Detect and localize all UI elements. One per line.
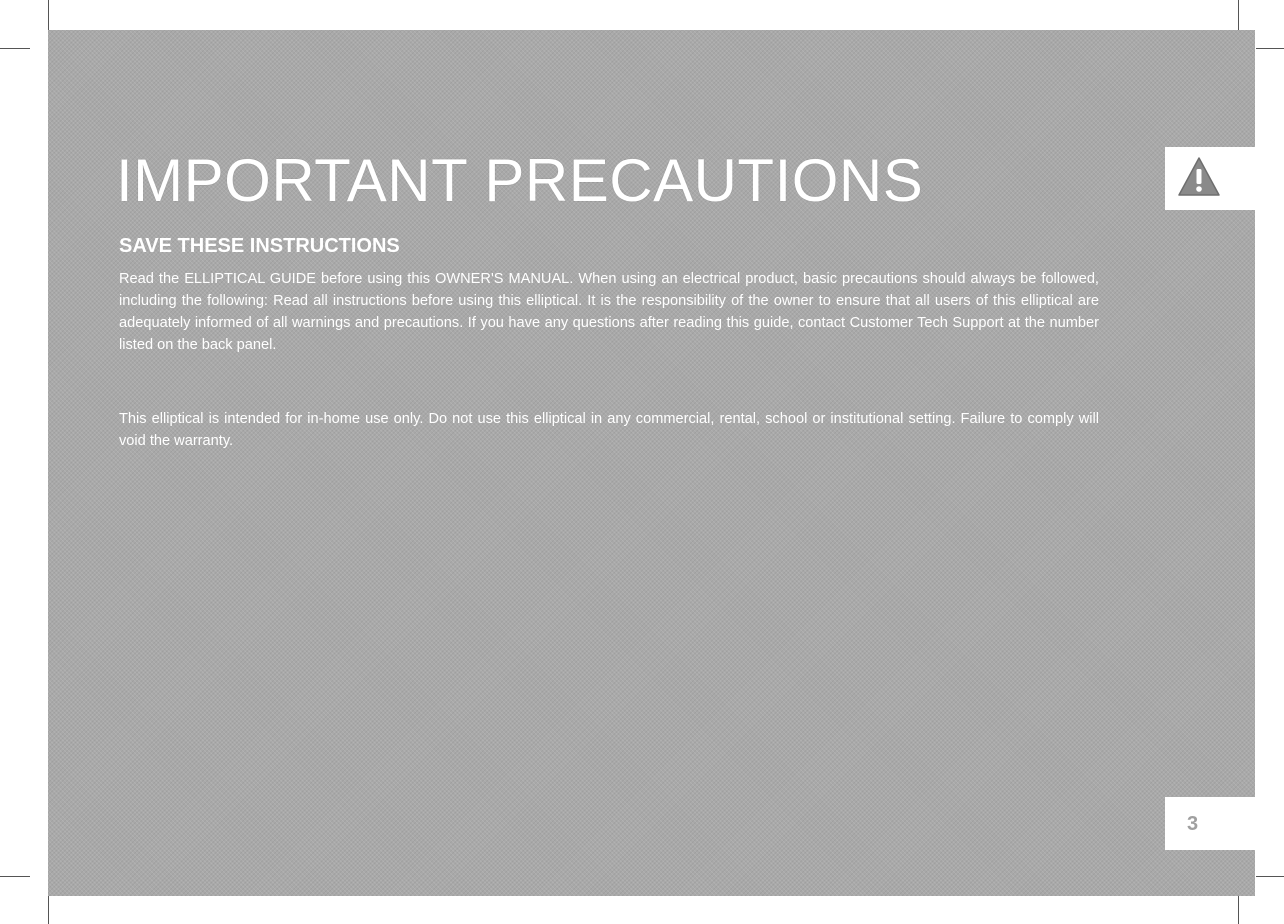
section-subtitle: SAVE THESE INSTRUCTIONS [119,235,400,257]
crop-mark-right-top [1256,48,1284,49]
warning-tab [1165,147,1255,210]
crop-mark-top-right [1238,0,1239,30]
crop-mark-left-top [0,48,30,49]
page-number: 3 [1187,813,1199,835]
crop-mark-bottom-left [48,896,49,924]
usage-paragraph: This elliptical is intended for in-home use only. Do not use this elliptical in any commercial, rental, school or institutional setting. Failure to comply will void the warranty. [119,411,1099,449]
crop-mark-right-bottom [1256,876,1284,877]
page-title: IMPORTANT PRECAUTIONS [116,147,924,214]
page-number-tab [1165,797,1255,850]
warning-triangle-icon [1177,155,1221,199]
crop-mark-bottom-right [1238,896,1239,924]
crop-mark-top-left [48,0,49,30]
crop-mark-left-bottom [0,876,30,877]
intro-paragraph: Read the ELLIPTICAL GUIDE before using this OWNER'S MANUAL. When using an electrical product, basic precautions should always be followed, including the following: Read all instructions before using this elliptical. It is the responsibility of the owner to ensure that all users of this elliptical are adequately informed of all warnings and precautions. If you have any questions after reading this guide, contact Customer Tech Support at the number listed on the back panel. [119,271,1099,353]
